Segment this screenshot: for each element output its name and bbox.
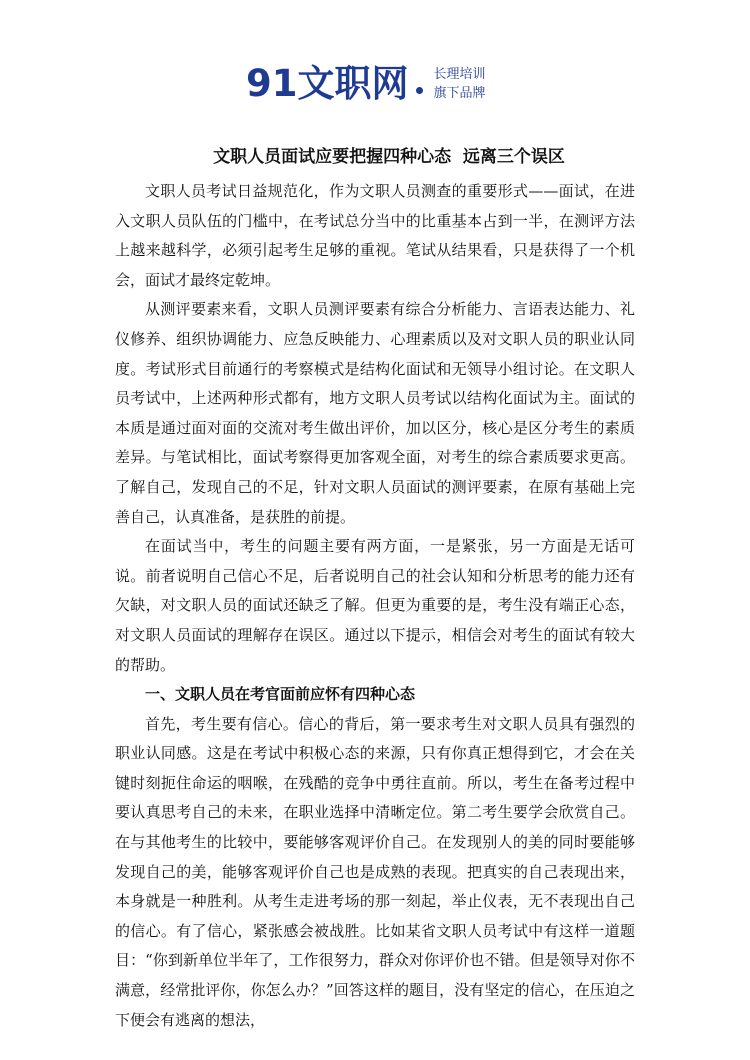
logo-dot-icon xyxy=(416,87,423,94)
brand-logo xyxy=(246,64,486,104)
section-heading: 一、文职人员在考官面前应怀有四种心态 xyxy=(145,685,416,704)
logo-tagline xyxy=(434,65,486,103)
logo-text: 91文职网 xyxy=(246,62,409,105)
paragraph-evaluation: 从测评要素来看，文职人员测评要素有综合分析能力、言语表达能力、礼仪修养、组织协调能力、应急反映能力、心理素质以及对文职人员的职业认同度。考试形式目前通行的考察模式是结构化面试和无领导小组讨论。在文职人员考试中，上述两种形式都有，地方文职人员考试以结构化面试为主。面试的本质是通过面对面的交流对考生做出评价，加以区分，核心是区分考生的素质差异。与笔试相比，面试考察得更加客观全面，对考生的综合素质要求更高。了解自己，发现自己的不足，针对文职人员面试的测评要素，在原有基础上完善自己，认真准备，是获胜的前提。 xyxy=(115,300,635,526)
document-body xyxy=(115,177,635,1035)
paragraph-problems: 在面试当中，考生的问题主要有两方面，一是紧张，另一方面是无话可说。前者说明自己信心不足，后者说明自己的社会认知和分析思考的能力还有欠缺，对文职人员的面试还缺乏了解。但更为重要的是，考生没有端正心态，对文职人员面试的理解存在误区。通过以下提示，相信会对考生的面试有较大的帮助。 xyxy=(115,537,635,674)
paragraph-intro: 文职人员考试日益规范化，作为文职人员测查的重要形式——面试，在进入文职人员队伍的门槛中，在考试总分当中的比重基本占到一半，在测评方法上越来越科学，必须引起考生足够的重视。笔试从结果看，只是获得了一个机会，面试才最终定乾坤。 xyxy=(115,182,635,289)
document-title: 文职人员面试应要把握四种心态 远离三个误区 xyxy=(213,147,565,167)
logo-tagline-line1: 长理培训 xyxy=(433,67,486,82)
paragraph-confidence: 首先，考生要有信心。信心的背后，第一要求考生对文职人员具有强烈的职业认同感。这是在考试中积极心态的来源，只有你真正想得到它，才会在关键时刻扼住命运的咽喉，在残酷的竞争中勇往直前。所以，考生在备考过程中要认真思考自己的未来，在职业选择中清晰定位。第二考生要学会欣赏自己。在与其他考生的比较中，要能够客观评价自己。在发现别人的美的同时要能够发现自己的美，能够客观评价自己也是成熟的表现。把真实的自己表现出来，本身就是一种胜利。从考生走进考场的那一刻起，举止仪表，无不表现出自己的信心。有了信心，紧张感会被战胜。比如某省文职人员考试中有这样一道题目：“你到新单位半年了，工作很努力，群众对你评价也不错。但是领导对你不满意，经常批评你，你怎么办？”回答这样的题目，没有坚定的信心，在压迫之下便会有逃离的想法， xyxy=(115,714,635,1029)
logo-tagline-line2: 旗下品牌 xyxy=(433,86,486,101)
